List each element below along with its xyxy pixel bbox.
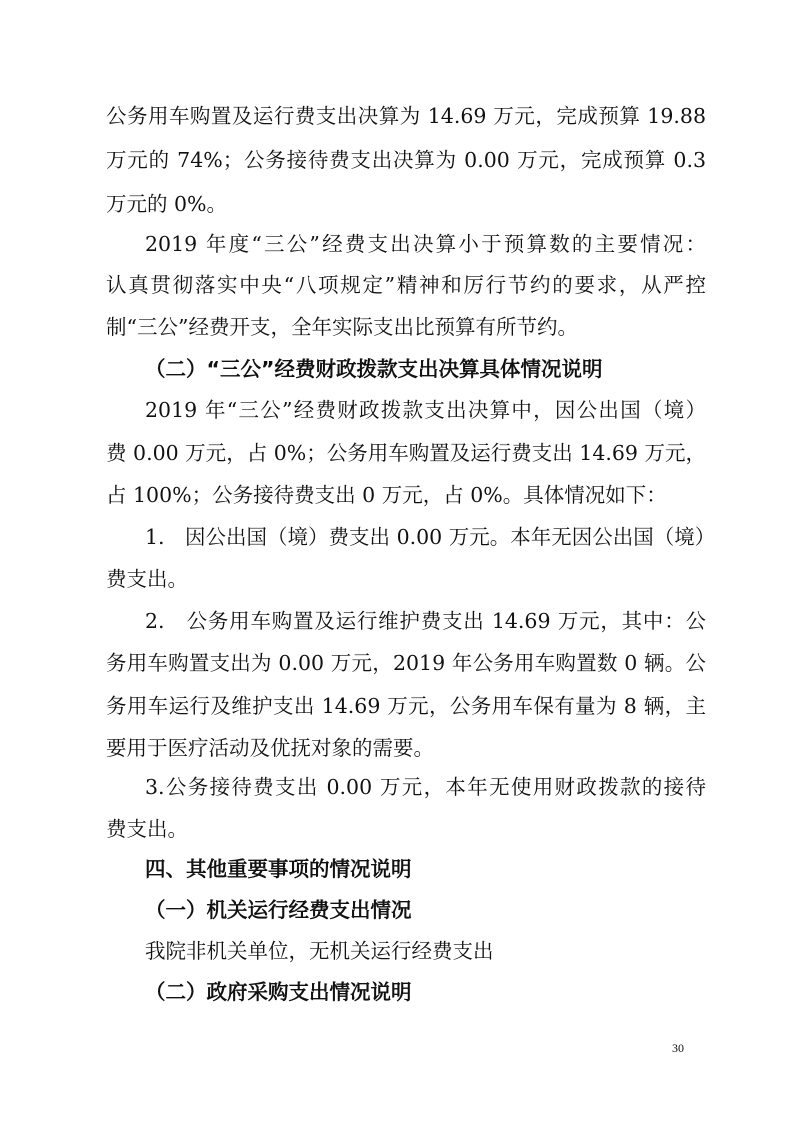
body-text-line: 万元的 74%；公务接待费支出决算为 0.00 万元，完成预算 0.3	[106, 148, 706, 172]
body-text-line: 公务用车购置及运行费支出决算为 14.69 万元，完成预算 19.88	[106, 104, 706, 128]
list-item-text: 2. 公务用车购置及运行维护费支出 14.69 万元，其中：公	[145, 609, 706, 633]
subsection-heading: （二）政府采购支出情况说明	[145, 980, 412, 1004]
body-text-line: 费 0.00 万元，占 0%；公务用车购置及运行费支出 14.69 万元，	[106, 441, 706, 465]
body-text-line: 2019 年“三公”经费财政拨款支出决算中，因公出国（境）	[145, 398, 706, 422]
body-text-line: 制“三公”经费开支，全年实际支出比预算有所节约。	[106, 315, 578, 339]
body-text-line: 认真贯彻落实中央“八项规定”精神和厉行节约的要求，从严控	[106, 273, 706, 297]
list-item-text: 务用车购置支出为 0.00 万元，2019 年公务用车购置数 0 辆。公	[106, 651, 706, 675]
page-number: 30	[672, 1041, 684, 1055]
list-item-text: 费支出。	[106, 567, 188, 591]
list-item-text: 务用车运行及维护支出 14.69 万元，公务用车保有量为 8 辆，主	[106, 694, 706, 718]
body-text-line: 占 100%；公务接待费支出 0 万元，占 0%。具体情况如下：	[106, 483, 667, 507]
subsection-heading: （一）机关运行经费支出情况	[145, 898, 412, 922]
body-text-line: 万元的 0%。	[106, 192, 228, 216]
list-item-text: 费支出。	[106, 817, 188, 841]
section-heading: （二）“三公”经费财政拨款支出决算具体情况说明	[145, 357, 603, 381]
list-item-text: 1. 因公出国（境）费支出 0.00 万元。本年无因公出国（境）	[145, 525, 716, 549]
body-text-line: 2019 年度“三公”经费支出决算小于预算数的主要情况：	[145, 232, 706, 256]
section-heading: 四、其他重要事项的情况说明	[145, 857, 412, 881]
list-item-text: 要用于医疗活动及优抚对象的需要。	[106, 736, 434, 760]
body-text-line: 我院非机关单位，无机关运行经费支出	[145, 939, 494, 963]
list-item-text: 3.公务接待费支出 0.00 万元，本年无使用财政拨款的接待	[145, 775, 706, 799]
